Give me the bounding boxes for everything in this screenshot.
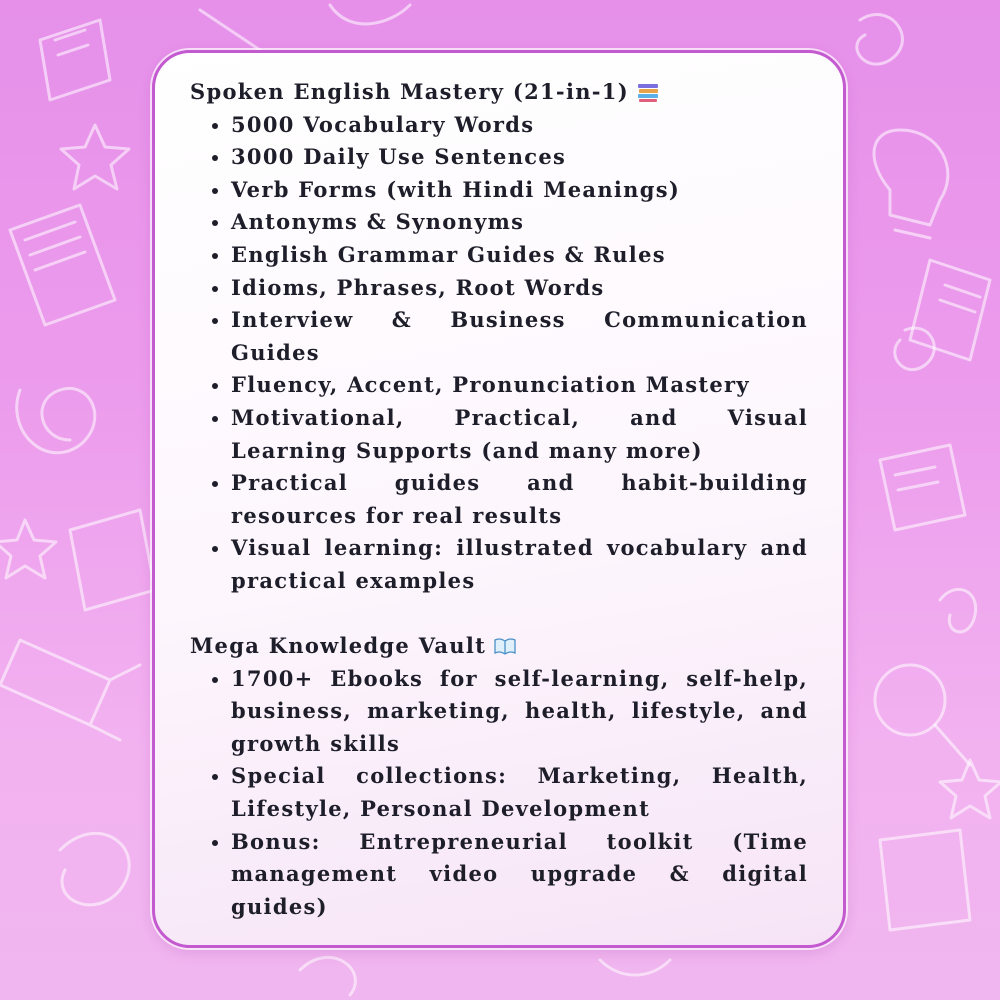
squiggle-doodle-right-icon [940, 589, 976, 632]
list-item: Idioms, Phrases, Root Words [210, 272, 808, 305]
book-doodle-right-icon [880, 445, 965, 530]
list-item: Motivational, Practical, and Visual Learning Supports (and many more) [210, 402, 808, 467]
section-spacer [190, 598, 808, 631]
open-book-icon [494, 635, 516, 657]
list-item: Practical guides and habit-building resources for real results [210, 467, 808, 532]
list-item: Verb Forms (with Hindi Meanings) [210, 174, 808, 207]
flashlight-doodle-icon [0, 640, 140, 740]
book-doodle-mid-left-icon [70, 510, 155, 610]
section-heading-spoken-english [190, 76, 808, 109]
spiral-doodle-right-icon [895, 328, 935, 370]
knowledge-vault-list [190, 663, 808, 924]
swirl-doodle-bottom-left-icon [60, 833, 129, 904]
notebook-doodle-bottom-right-icon [880, 830, 970, 930]
spiral-doodle-left-icon [17, 388, 95, 452]
list-item: Bonus: Entrepreneurial toolkit (Time management video upgrade & digital guides) [210, 826, 808, 924]
star-doodle-mid-left-icon [0, 520, 56, 578]
lightbulb-doodle-icon [874, 130, 948, 238]
list-item: Visual learning: illustrated vocabulary and practical examples [210, 532, 808, 597]
list-item: English Grammar Guides & Rules [210, 239, 808, 272]
star-doodle-left-icon [61, 125, 129, 189]
section-title: Spoken English Mastery (21-in-1) [190, 79, 629, 104]
books-icon [637, 81, 659, 103]
list-item: Fluency, Accent, Pronunciation Mastery [210, 369, 808, 402]
spoken-english-list [190, 109, 808, 598]
swirl-doodle-top-right-icon [857, 15, 903, 65]
list-item: 1700+ Ebooks for self-learning, self-help, business, marketing, health, lifestyle, and growth skills [210, 663, 808, 761]
card-content [190, 76, 808, 923]
list-item: 3000 Daily Use Sentences [210, 141, 808, 174]
list-item: Antonyms & Synonyms [210, 206, 808, 239]
pencil-doodle-top-icon [200, 5, 410, 50]
section-title: Mega Knowledge Vault [190, 633, 487, 659]
notebook-doodle-right-icon [910, 260, 990, 360]
notebook-doodle-left-icon [10, 205, 115, 325]
list-item: 5000 Vocabulary Words [210, 109, 808, 142]
list-item: Special collections: Marketing, Health, Lifestyle, Personal Development [210, 760, 808, 825]
section-heading-knowledge-vault [190, 630, 808, 663]
book-doodle-top-left-icon [40, 20, 110, 100]
magnifier-doodle-icon [875, 665, 970, 765]
list-item: Interview & Business Communication Guides [210, 304, 808, 369]
swirl-doodle-bottom-icon [300, 957, 670, 995]
star-doodle-bottom-right-icon [940, 760, 1000, 818]
